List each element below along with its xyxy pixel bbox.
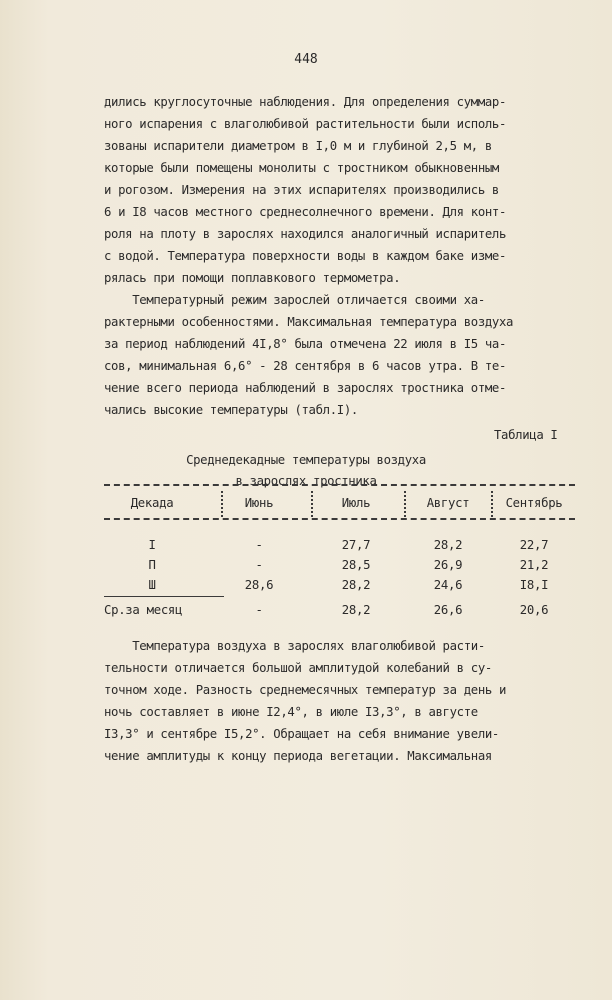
text-line: с водой. Температура поверхности воды в каждом баке изме- (104, 249, 507, 263)
text-line: за период наблюдений 4I,8° была отмечена 22 июля в I5 ча- (104, 337, 507, 351)
text-line: ного испарения с влаголюбивой растительности были исполь- (104, 117, 507, 131)
summary-cell: 20,6 (519, 603, 549, 617)
text-line: сов, минимальная 6,6° - 28 сентября в 6 часов утра. В те- (104, 359, 507, 373)
table-cell: 21,2 (519, 558, 549, 572)
text-line: Температура воздуха в зарослях влаголюбивой расти- (104, 639, 485, 653)
table-cell: 28,2 (341, 578, 371, 592)
text-line: рялась при помощи поплавкового термометра. (104, 271, 401, 285)
text-line: тельности отличается большой амплитудой колебаний в су- (104, 661, 492, 675)
table-cell: 27,7 (341, 538, 371, 552)
text-line: и рогозом. Измерения на этих испарителях производились в (104, 183, 499, 197)
text-line: дились круглосуточные наблюдения. Для определения суммар- (104, 95, 507, 109)
table-cell: 24,6 (433, 578, 463, 592)
text-line: роля на плоту в зарослях находился аналогичный испаритель (104, 227, 507, 241)
table-cell: П (148, 558, 156, 572)
summary-cell: Ср.за месяц (104, 603, 183, 617)
table-cell: 28,6 (244, 578, 274, 592)
table-cell: I8,I (519, 578, 549, 592)
table-cell: 28,5 (341, 558, 371, 572)
header-cell: Июнь (244, 496, 274, 510)
text-line: чение всего периода наблюдений в зарослях тростника отме- (104, 381, 507, 395)
table-cell: - (255, 538, 263, 552)
header-cell: Август (426, 496, 470, 510)
summary-cell: 28,2 (341, 603, 371, 617)
summary-rule (104, 596, 224, 597)
text-line: чение амплитуды к концу периода вегетации. Максимальная (104, 749, 492, 763)
table-cell: Ш (148, 578, 156, 592)
table-header-rule (104, 518, 575, 520)
text-line: Температурный режим зарослей отличается своими ха- (104, 293, 485, 307)
table-cell: I (148, 538, 156, 552)
table-top-rule (104, 484, 575, 486)
text-line: которые были помещены монолиты с тростником обыкновенным (104, 161, 499, 175)
table-cell: 28,2 (433, 538, 463, 552)
table-subtitle: в зарослях тростника (235, 474, 377, 488)
page-number: 448 (294, 52, 318, 67)
text-line: точном ходе. Разность среднемесячных температур за день и (104, 683, 507, 697)
text-line: 6 и I8 часов местного среднесолнечного времени. Для конт- (104, 205, 507, 219)
table-title: Среднедекадные температуры воздуха (186, 453, 426, 467)
header-cell: Декада (130, 496, 174, 510)
header-cell: Июль (341, 496, 371, 510)
text-line: ночь составляет в июне I2,4°, в июле I3,3°, в августе (104, 705, 478, 719)
table-cell: 22,7 (519, 538, 549, 552)
text-line: рактерными особенностями. Максимальная температура воздуха (104, 315, 514, 329)
header-cell: Сентябрь (505, 496, 563, 510)
summary-cell: - (255, 603, 263, 617)
table-cell: 26,9 (433, 558, 463, 572)
text-line: зованы испарители диаметром в I,0 м и глубиной 2,5 м, в (104, 139, 492, 153)
summary-cell: 26,6 (433, 603, 463, 617)
text-line: I3,3° и сентябре I5,2°. Обращает на себя внимание увели- (104, 727, 499, 741)
header-separator (404, 491, 406, 517)
text-line: чались высокие температуры (табл.I). (104, 403, 358, 417)
table-cell: - (255, 558, 263, 572)
table-label: Таблица I (494, 428, 558, 442)
